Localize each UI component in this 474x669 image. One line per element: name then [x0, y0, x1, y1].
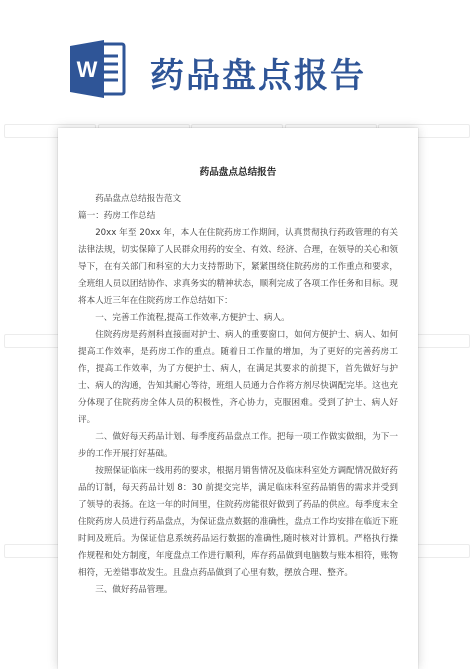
- paragraph: 一、完善工作流程,提高工作效率,方便护士、病人。: [95, 313, 290, 323]
- document-title: 药品盘点总结报告: [199, 167, 277, 178]
- paragraph: 按照保证临床一线用药的要求，根据月销售情况及临床科室处方调配情况做好药品的订制，每天药品计划 8：30 前提交完毕，满足临床科室药品销售的需求并受到了领导的表扬。在这一年的时间里，住院药房能很好做到了药品的供应。每季度末全住院药房人员进行药品盘点，为保证盘点数据的准确性，盘点工作均安排在临近下班时间及班后。为保证信息系统药品运行数据的准确性,随时核对计算机。严格执行操作规程和处方制度，年度盘点工作进行顺利，库存药品做到电脑数与账本相符，账物相符，无差错事故发生。且盘点药品做到了心里有数，摆放合理、整齐。: [78, 466, 398, 578]
- paragraph: 住院药房是药剂科直接面对护士、病人的重要窗口，如何方便护士、病人、如何提高工作效率，是药房工作的重点。随着日工作量的增加，为了更好的完善药房工作，提高工作效率，为了方便护士、病人，在满足其要求的前提下，首先做好与护士、病人的沟通，告知其耐心等待，班组人员通力合作将方剂尽快调配完毕。这也充分体现了住院药房全体人员的积极性，齐心协力，克服困难。受到了护士、病人好评。: [78, 330, 398, 425]
- page-title: 药品盘点报告: [150, 56, 366, 96]
- paragraph: 篇一：药房工作总结: [78, 211, 156, 221]
- paragraph: 三、做好药品管理。: [95, 585, 173, 595]
- word-document-icon: [68, 38, 128, 100]
- word-icon-letter: W: [76, 57, 98, 82]
- document-page: [58, 128, 418, 669]
- paragraph: 20xx 年至 20xx 年，本人在住院药房工作期间，认真贯彻执行药政管理的有关法律法规，切实保障了人民群众用药的安全、有效、经济、合理，在领导的关心和领导下，在有关部门和科室的大力支持帮助下，紧紧围绕住院药房的工作重点和要求，全班组人员以团结协作、求真务实的精神状态，顺利完成了各项工作任务和目标。现将本人近三年在住院药房工作总结如下：: [78, 228, 398, 306]
- paragraph: 药品盘点总结报告范文: [95, 194, 182, 204]
- header: [0, 0, 474, 120]
- paragraph: 二、做好每天药品计划、每季度药品盘点工作。把每一项工作做实做细，为下一步的工作开展打好基础。: [78, 432, 398, 459]
- document-content: [78, 164, 398, 599]
